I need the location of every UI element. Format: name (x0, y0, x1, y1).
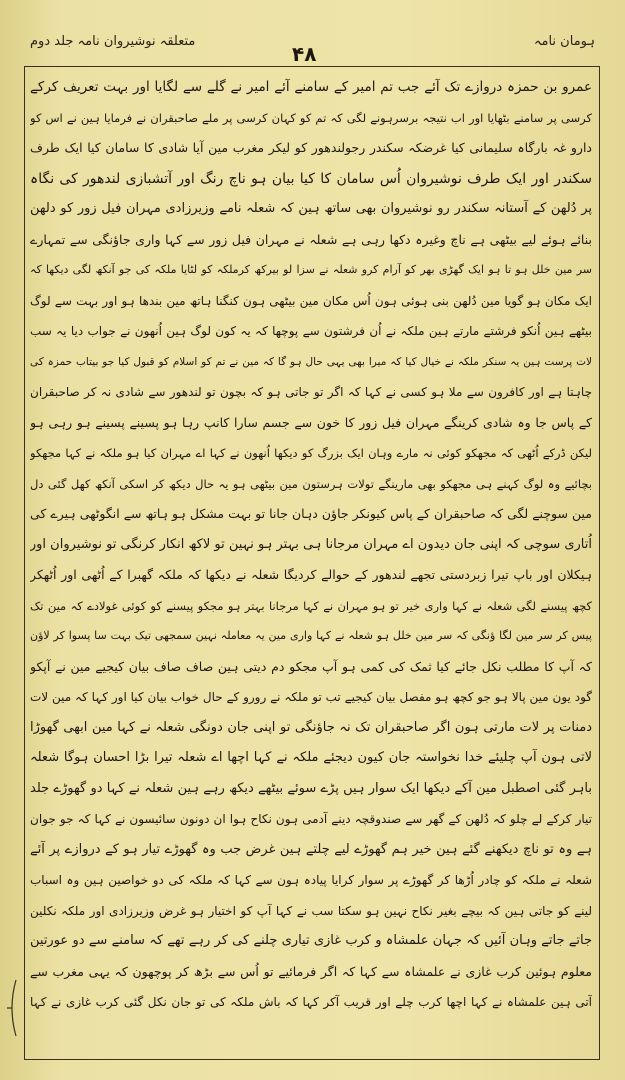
text-line: دارو غہ بارگاہ سلیمانی کیا غرضکہ سکندر رجولندھور کو لیکر مغرب مین آیا شادی کا سامان کیا ایک طرف (30, 140, 592, 155)
text-line: تیار کرکے لے چلو کہ دُلھن کے گھر سے صندوقچہ دینے آدمی ہون نکاح ہوا ان دونون سائیسون نے کہا کہ جو جوان (30, 812, 592, 826)
running-head-left: متعلقہ نوشیروان نامہ جلد دوم (30, 34, 196, 49)
text-line: لینے کو جاتی ہین کہ بیچے بغیر نکاح نہین ہو سکتا سب نے کہا آپ کو اختیار ہو غرض وزیرزادی اور ملکہ نکلین (30, 903, 592, 918)
text-line: باہر گئی اصطبل مین آکے دیکھا ایک سوار ہیں پڑے سوئے بیٹھے دیکھ رہے ہین شعلہ نے کہا دو گھوڑے جلد (30, 780, 592, 796)
text-line: گود یون مین پالا ہو جو کچھ ہو مفصل بیان کیجیے تب تو ملکہ نے رورو کے حال خواب بیان کیا اور کہا کہ مین لات (30, 690, 592, 704)
text-line: بنائے ہوئے لیے بیٹھی ہے ناچ وغیرہ دکھا رہی ہے شعلہ نے مہران فیل زور سے کہا واری جاؤنگی سے تمہارے (30, 231, 592, 247)
text-line: کرسی پر سامنے بٹھایا اور اب نتیجہ برسرہونے لگی کہ تم کو کہان کرسی پر ملے صاحبقران نے فرمایا ہین نے اس کو (30, 110, 592, 125)
text-line: لیکن ڈرکے اُٹھی کہ مجھکو کوئی نہ مارے وہان ایک بزرگ کو دیکھا اُنھون نے کہا اے مہران کیا ہو ملکہ نے کہا مجھکو (30, 446, 592, 460)
text-line: ہیکلان اور باپ تیرا زبردستی تجھے لندھور کے حوالے کردیگا شعلہ نے دیکھا کہ ملکہ گھبرا کے اُٹھی اور اُٹھکر (30, 567, 592, 582)
text-line: معلوم ہوئین کرب غازی نے علمشاہ سے کہا کہ اگر فرمائیے تو اُس سے بڑھ کر پوچھون کہ یہی مغرب سے (30, 963, 592, 979)
text-line: کے پاس جا وہ شادی کرینگے مہران فیل زور کا خون سے جسم سارا کانپ رہا ہو پسینے پسینے ہو رہی ہو (30, 414, 592, 430)
text-line: لات پرست ہین یہ سنکر ملکہ نے خیال کیا کہ میرا بھی یہی حال ہو گا کہ مین نے تم کو اسلام کو قبول کیا جو بیتاب حمزہ کی (30, 355, 592, 368)
text-line: دمنات پر لات مارتی ہون اگر صاحبقران تک نہ جاؤنگی تو اپنی جان دونگی شعلہ نے کہا مین ابھی گھوڑا (30, 719, 592, 735)
margin-bracket-mark (4, 978, 20, 1038)
text-line: لاتی ہون آپ چلیئے خدا نخواستہ جان کیون دیجئے ملکہ نے کہا اچھا اے شعلہ تیرا بڑا احسان ہوگا شعلہ (30, 750, 592, 765)
text-line: ہے وہ تو ناچ دیکھنے گئے ہین خیر ہم گھوڑے لیے چلتے ہین غرض جب وہ گھوڑے تیار ہو کے دروازے پر آئے (30, 841, 592, 857)
running-head-right: ہومان نامہ (533, 34, 595, 49)
text-line: کچھ پیسنے لگی شعلہ نے کہا واری خیر تو ہو مہران نے کہا مرجانا بہتر ہو مجکو پیسنے کو کوئی غولادے کہ مین تک (30, 598, 592, 613)
text-line: سر مین خلل ہو تا ہو ایک گھڑی بھر کو آرام کرو شعلہ نے سزا لو بیرکھ کرملکہ کو لٹایا ملکہ کی جو آنکھ لگی دیکھا کہ (30, 263, 592, 276)
text-line: شعلہ نے ملکہ کو چادر اُڑھا کر گھوڑے پر سوار کرایا پیادہ ہون سے کہا کہ ملکہ کی دو خواصین ہین وہ اسباب (30, 873, 592, 887)
text-line: کہ آپ کا مطلب نکل جائے کیا ثمک کی کمی ہو آپ مجکو دم دیتی ہین صاف صاف بیان کیجیے مین نے آپکو (30, 658, 592, 674)
page-number: ۴۸ (292, 42, 317, 66)
text-line: بچائیے وہ لوگ کہنے ہی مجھکو بھی مارینگے تولات ہرستون مین بیٹھی ہو یہ حال دیکھ کر اسکی آنکھ کھل گئی دل (30, 476, 592, 491)
text-line: چاہتا ہے اور کافرون سے ملا ہو کسی نے کہا کہ اگر تو جاتی ہو کہ بچون تو لندھور سے شادی نہ کر صاحبقران (30, 385, 592, 399)
text-line: آتی ہین علمشاہ نے کہا اچھا کرب چلے اور قریب آکر کہا کہ باش ملکہ کی تو جان نکل گئی کرب غازی نے کہا (30, 995, 592, 1009)
text-line: ایک مکان ہو گویا مین دُلھن بنی ہوئی ہون اُس مکان مین بیٹھی ہون کنگنا ہاتھ مین بندھا ہو اور بہت سے لوگ (30, 293, 592, 308)
text-line: عمرو بن حمزہ دروازے تک آئے جب تم امیر کے سامنے آئے امیر نے گلے سے لگایا اور بہت تعریف کرکے (30, 79, 592, 95)
text-line: اُتاری سوچی کہ اپنی جان دیدون اے مہران مرجانا ہی بہتر ہو نہین تو لاکھ انکار کرنگی تو نوشیروان اور (30, 536, 592, 552)
text-line: بیٹھے ہین اُنکو فرشتے مارتے ہین ملکہ نے اُن فرشتون سے پوچھا کہ یہ کون لوگ ہین اُنھون نے جواب دیا یہ سب (30, 324, 592, 338)
text-line: جاتے جاتے وہان آئیں کہ جہان علمشاہ و کرب غازی تیاری چلنے کی کر رہے تھے کہ سامنے سے دو عورتین (30, 933, 592, 948)
body-text (30, 72, 592, 1052)
text-line: پیس کر سر مین لگا ؤنگی کہ سر مین خلل ہو شعلہ نے کہا واری مین یہ معاملہ نہین سمجھی تیک بہت سا پسوا کر لاؤن (30, 629, 592, 642)
text-line: مین سوچنے لگی کہ صاحبقران کے پاس کیونکر جاؤن دہان جانا تو بہت مشکل ہو ہاتھ سے انگوٹھی ہیرے کی (30, 506, 592, 521)
text-line: سکندر اور ایک طرف نوشیروان اُس سامان کا کیا بیان ہو ناچ رنگ اور آتشبازی لندھور کی نگاہ (30, 170, 592, 187)
text-line: پر دُلھن کے آستانہ سکندر رو نوشیروان بھی ساتھ ہین کہ شعلہ نامے وزیرزادی مہران فیل زور کو دلھن (30, 201, 592, 216)
